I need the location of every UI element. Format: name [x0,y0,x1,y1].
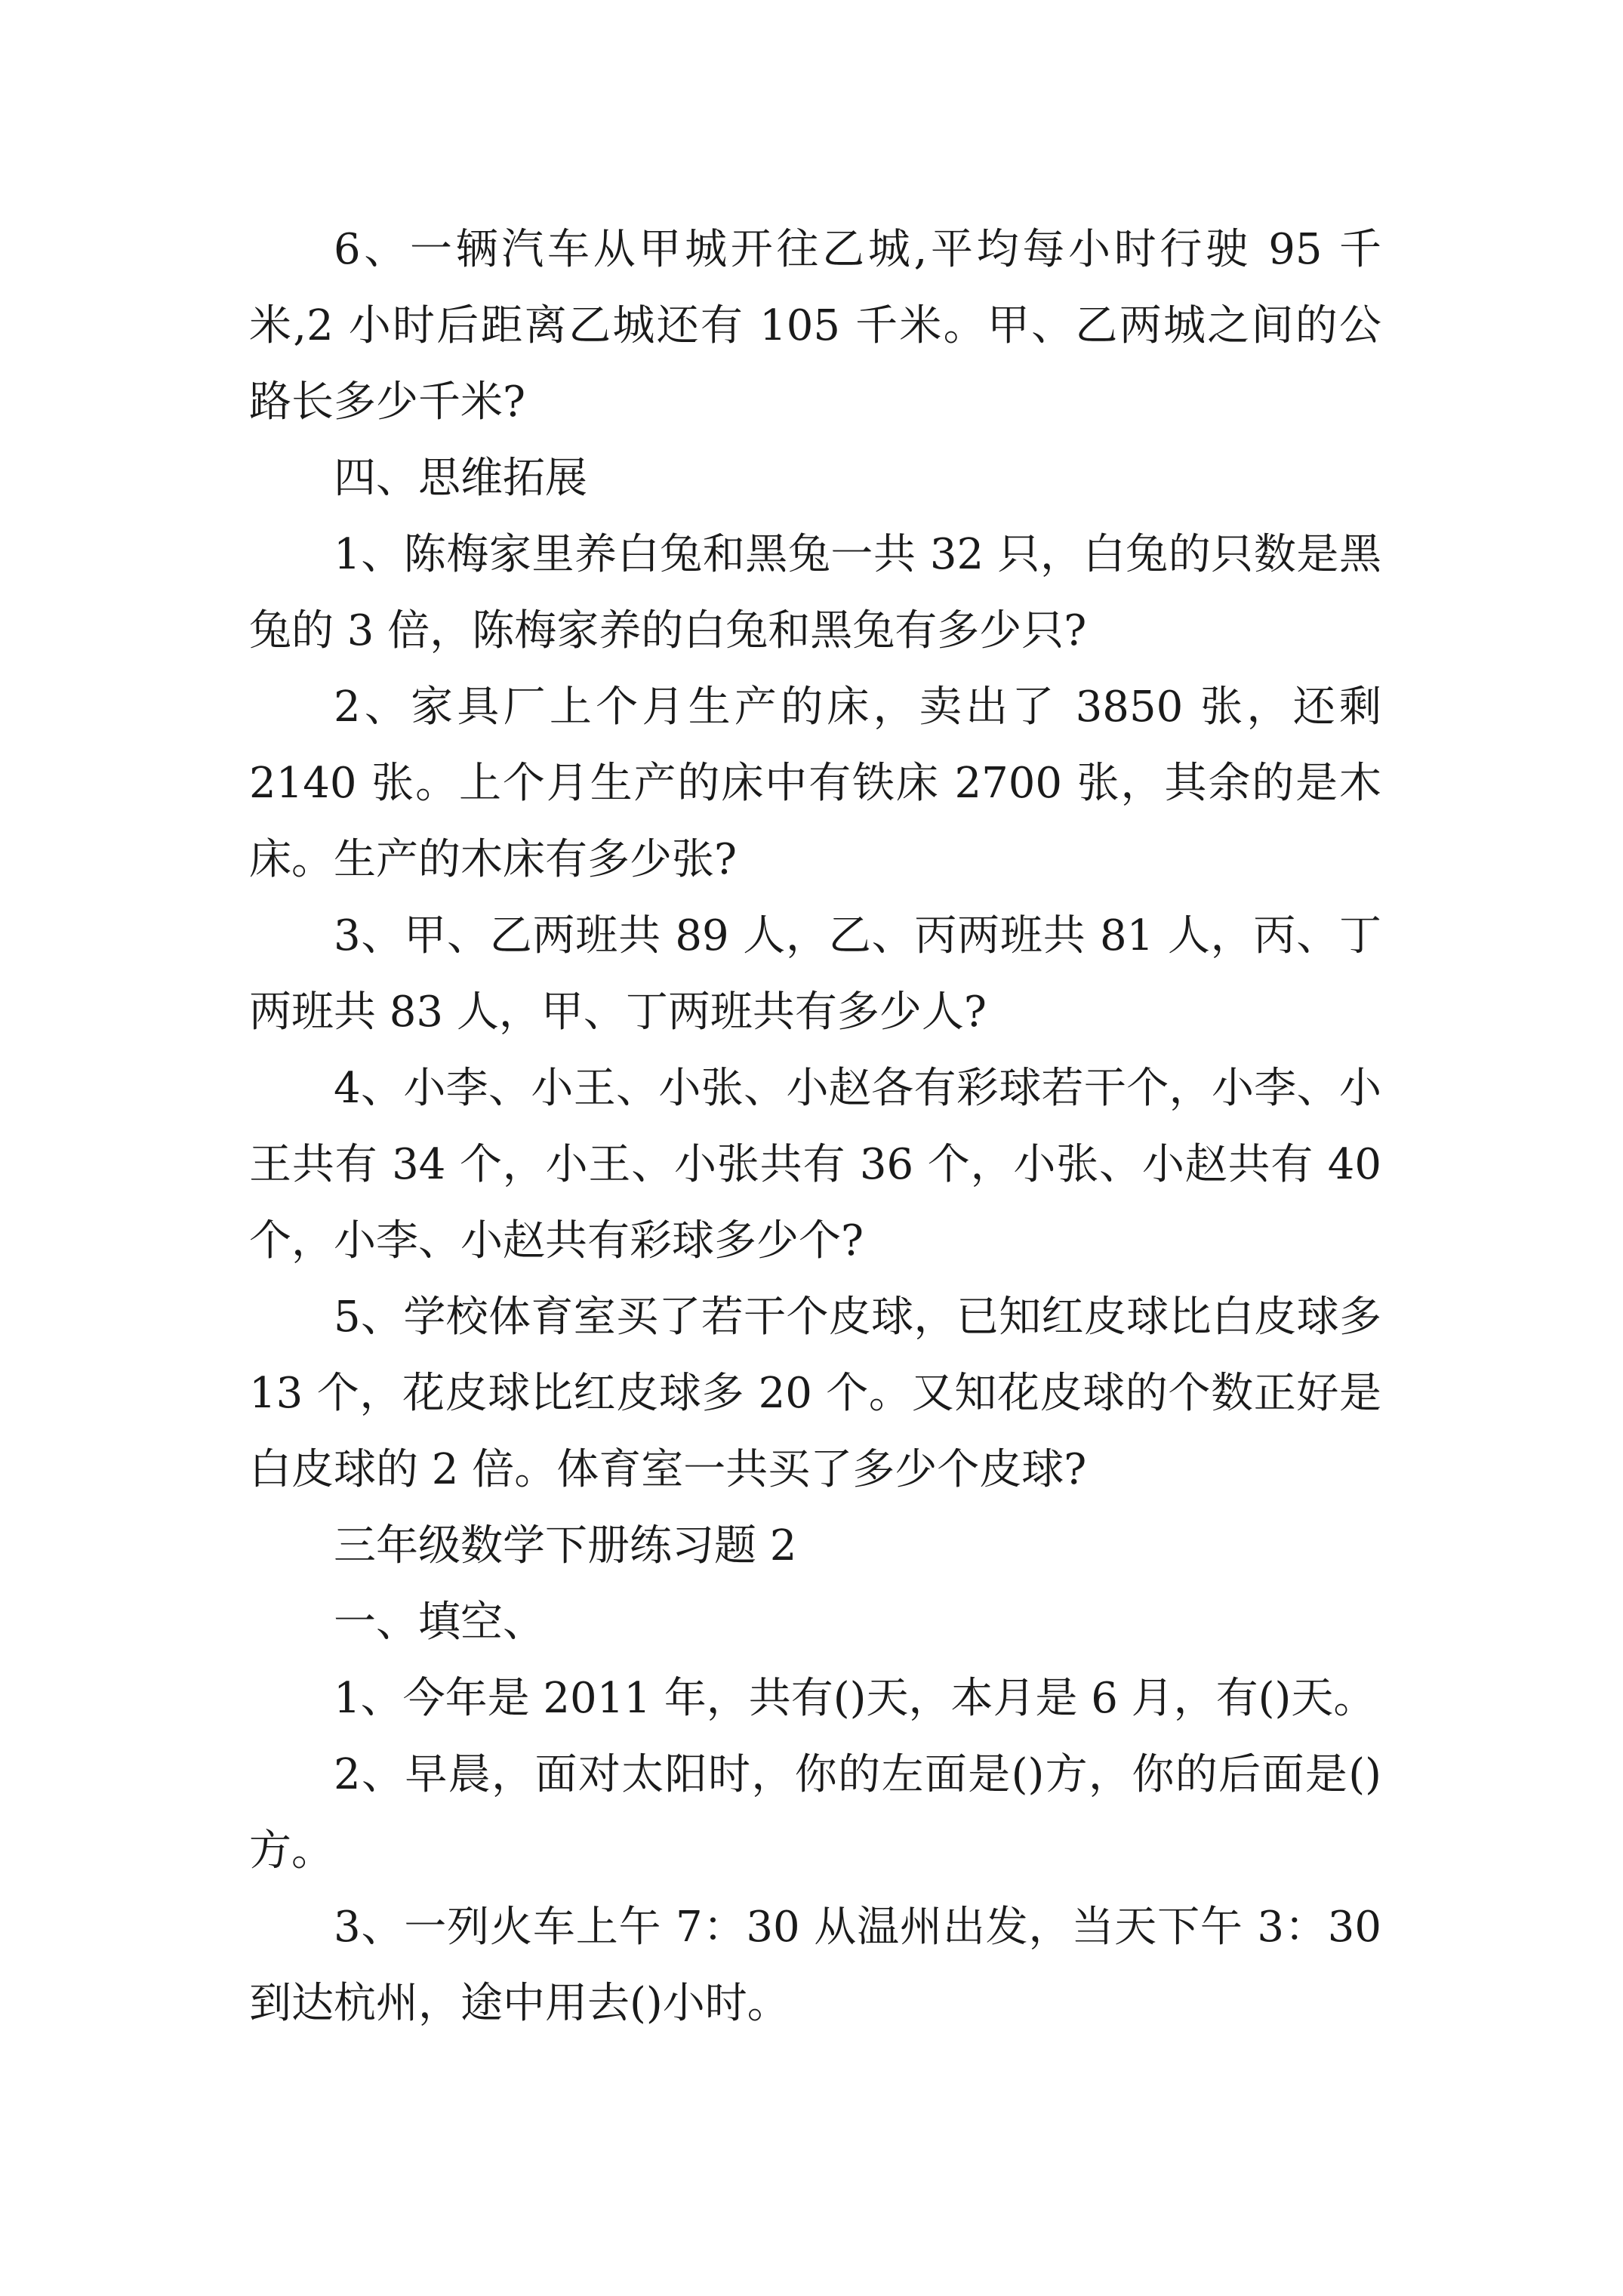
extension-question-5: 5、学校体育室买了若干个皮球，已知红皮球比白皮球多 13 个，花皮球比红皮球多 20 个。又知花皮球的个数正好是白皮球的 2 倍。体育室一共买了多少个皮球? [249,1293,1381,1494]
section-heading-fill-blank: 一、填空、 [334,1598,545,1647]
fill-question-2: 2、早晨，面对太阳时，你的左面是()方，你的后面是()方。 [249,1750,1381,1875]
fill-question-1: 1、今年是 2011 年，共有()天，本月是 6 月，有()天。 [334,1674,1376,1723]
fill-question-3: 3、一列火车上午 7：30 从温州出发，当天下午 3：30 到达杭州，途中用去()小时。 [249,1903,1381,2028]
exercise-title: 三年级数学下册练习题 2 [334,1521,797,1570]
section-heading-thinking-extension: 四、思维拓展 [334,454,587,503]
document-body [249,211,1381,2042]
extension-question-3: 3、甲、乙两班共 89 人，乙、丙两班共 81 人，丙、丁两班共 83 人，甲、丁两班共有多少人? [249,911,1381,1037]
extension-question-2: 2、家具厂上个月生产的床，卖出了 3850 张，还剩 2140 张。上个月生产的床中有铁床 2700 张，其余的是木床。生产的木床有多少张? [249,683,1381,884]
extension-question-1: 1、陈梅家里养白兔和黑兔一共 32 只，白兔的只数是黑兔的 3 倍，陈梅家养的白兔和黑兔有多少只? [249,530,1381,655]
question-6: 6、一辆汽车从甲城开往乙城,平均每小时行驶 95 千米,2 小时后距离乙城还有 105 千米。甲、乙两城之间的公路长多少千米? [249,225,1381,427]
extension-question-4: 4、小李、小王、小张、小赵各有彩球若干个，小李、小王共有 34 个，小王、小张共有 36 个，小张、小赵共有 40 个，小李、小赵共有彩球多少个? [249,1064,1381,1265]
